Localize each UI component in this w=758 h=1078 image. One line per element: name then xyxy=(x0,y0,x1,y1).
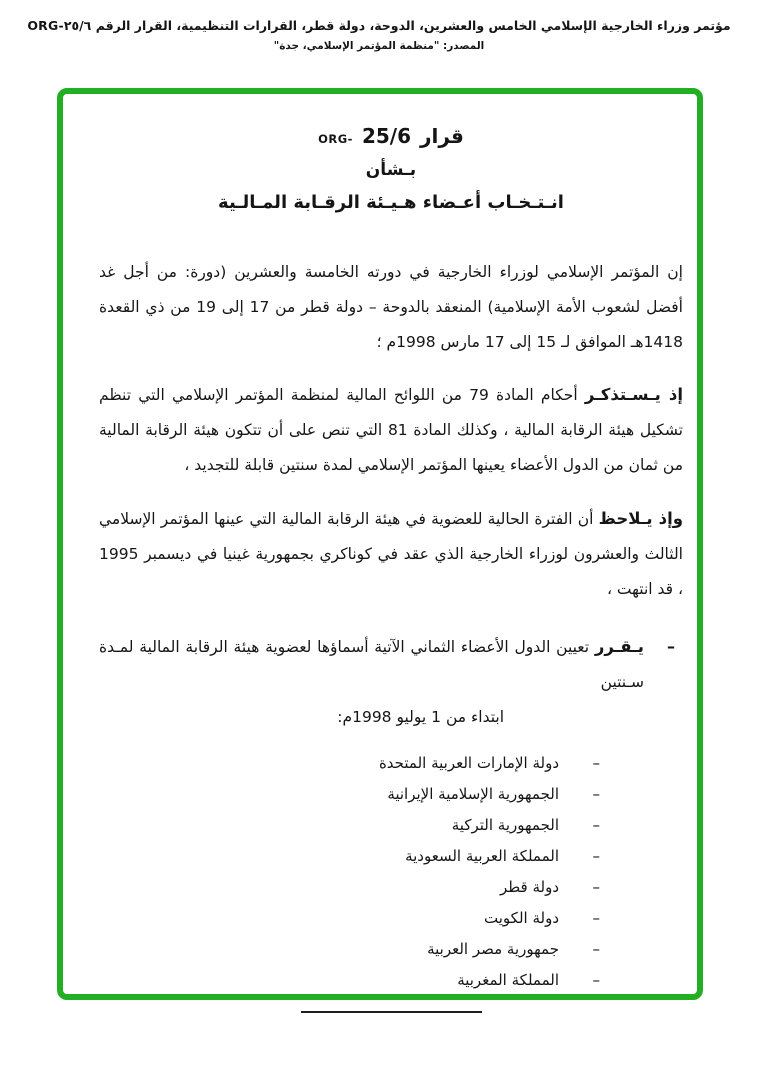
decision-lead: يـقـرر xyxy=(594,637,644,656)
country-list xyxy=(99,748,600,996)
country-item xyxy=(99,934,600,965)
country-item xyxy=(99,903,600,934)
country-name: الجمهورية الإسلامية الإيرانية xyxy=(387,785,559,803)
dash-marker-icon: – xyxy=(592,971,600,989)
header-resolution-code: ORG-٢٥/٦ xyxy=(27,18,92,33)
country-item xyxy=(99,965,600,996)
dash-marker-icon: – xyxy=(592,847,600,865)
country-item xyxy=(99,779,600,810)
header-citation-line xyxy=(0,18,758,33)
resolution-content xyxy=(63,94,697,994)
preamble-paragraph-3 xyxy=(99,501,683,607)
country-name: المملكة العربية السعودية xyxy=(405,847,559,865)
country-item xyxy=(99,872,600,903)
decision-text xyxy=(99,629,644,735)
resolution-border-frame xyxy=(57,88,703,1000)
paragraph-3-lead: وإذ يـلاحظ xyxy=(598,509,683,528)
preamble-paragraph-1: إن المؤتمر الإسلامي لوزراء الخارجية في دورته الخامسة والعشرين (دورة: من أجل غد أفضل لشعوب الأمة الإسلامية) المنعقد بالدوحة – دولة قطر من 17 إلى 19 من ذي القعدة 1418هـ الموافق لـ 15 إلى 17 مارس 1998م ؛ xyxy=(99,263,683,351)
dash-marker-icon: – xyxy=(592,878,600,896)
title-about: بـشأن xyxy=(365,160,417,180)
title-word-resolution: قرار xyxy=(420,124,464,148)
decision-line1: تعيين الدول الأعضاء الثماني الآتية أسماؤها لعضوية هيئة الرقابة المالية لمـدة سـنتين xyxy=(99,638,644,691)
decision-item xyxy=(99,629,675,735)
country-name: جمهورية مصر العربية xyxy=(427,940,559,958)
dash-marker-icon: – xyxy=(667,637,675,656)
preamble-paragraph-2 xyxy=(99,377,683,483)
document-header xyxy=(0,18,758,52)
decision-line2: ابتداء من 1 يوليو 1998م: xyxy=(337,708,504,726)
resolution-title xyxy=(99,124,683,148)
footer-divider xyxy=(301,1011,482,1013)
resolution-title-block xyxy=(99,124,683,213)
country-item xyxy=(99,748,600,779)
dash-marker-icon: – xyxy=(592,909,600,927)
title-org-code: ORG- xyxy=(318,132,353,146)
country-name: دولة الإمارات العربية المتحدة xyxy=(378,754,559,772)
title-subject: انـتـخـاب أعـضاء هـيـئة الرقـابة المـالـية xyxy=(218,192,564,213)
dash-marker-icon: – xyxy=(592,816,600,834)
paragraph-2-text: أحكام المادة 79 من اللوائح المالية لمنظمة المؤتمر الإسلامي التي تنظم تشكيل هيئة الرقابة المالية ، وكذلك المادة 81 التي تنص على أن تتكون هيئة الرقابة المالية من ثمان من الدول الأعضاء يعينها المؤتمر الإسلامي لمدة سنتين قابلة للتجديد ، xyxy=(99,386,683,474)
dash-marker-icon: – xyxy=(592,754,600,772)
header-source-line: المصدر: "منظمة المؤتمر الإسلامي، جدة" xyxy=(273,40,485,52)
country-item xyxy=(99,841,600,872)
dash-marker-icon: – xyxy=(592,785,600,803)
header-citation-text: مؤتمر وزراء الخارجية الإسلامي الخامس والعشرين، الدوحة، دولة قطر، القرارات التنظيمية، القرار الرقم xyxy=(95,18,731,33)
title-resolution-number: 25/6 xyxy=(361,124,411,148)
country-name: الجمهورية التركية xyxy=(451,816,559,834)
paragraph-2-lead: إذ يـسـتذكـر xyxy=(584,385,683,404)
country-name: دولة قطر xyxy=(499,878,559,896)
paragraph-3-text: أن الفترة الحالية للعضوية في هيئة الرقابة المالية التي عينها المؤتمر الإسلامي الثالث والعشرون لوزراء الخارجية الذي عقد في كوناكري بجمهورية غينيا في ديسمبر 1995 ، قد انتهت ، xyxy=(99,510,683,598)
dash-marker-icon: – xyxy=(592,940,600,958)
country-name: المملكة المغربية xyxy=(457,971,559,989)
country-item xyxy=(99,810,600,841)
country-name: دولة الكويت xyxy=(484,909,559,927)
